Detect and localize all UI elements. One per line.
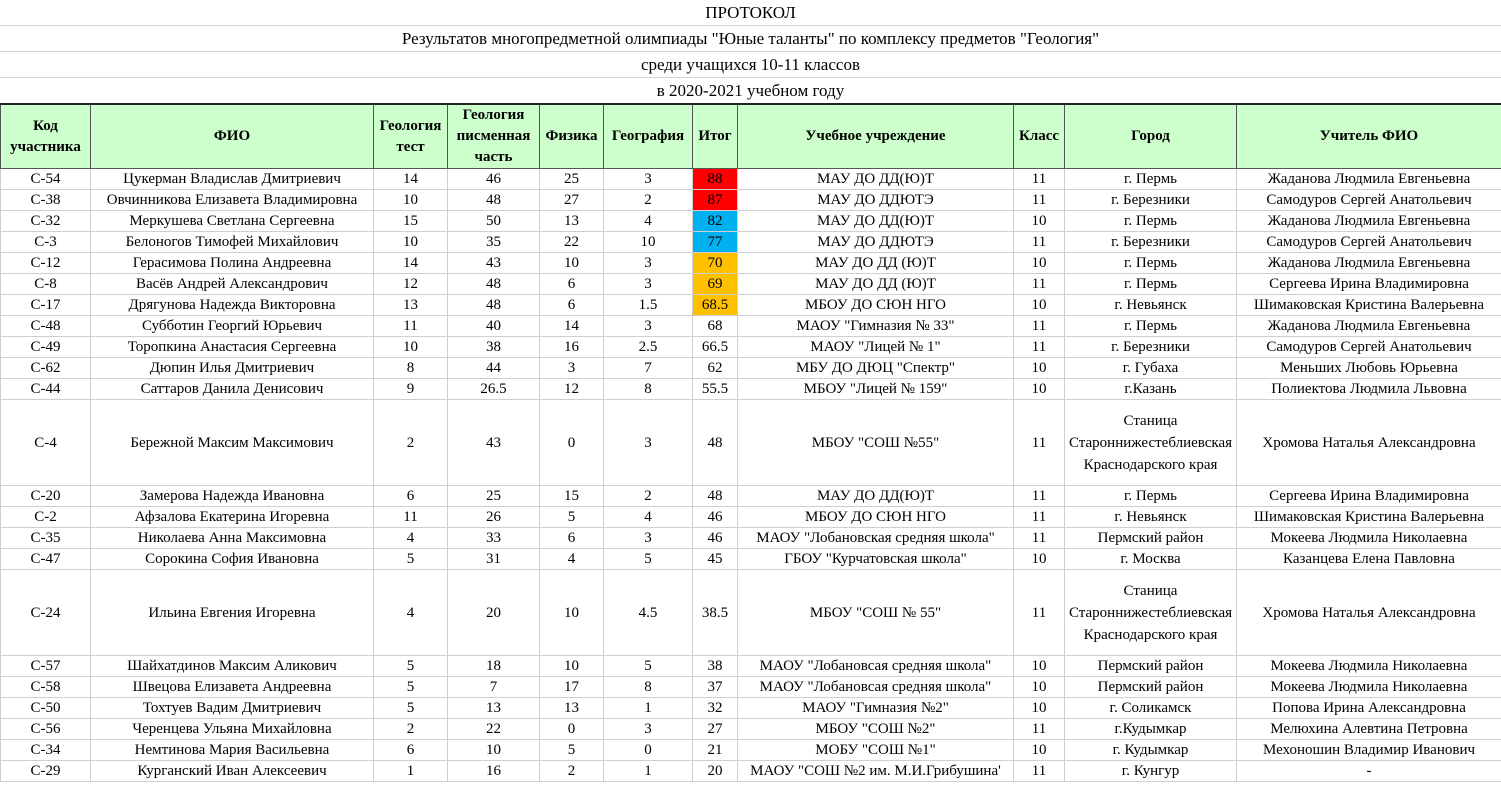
name-cell[interactable]: Герасимова Полина Андреевна (91, 253, 374, 274)
code-cell[interactable]: С-47 (1, 549, 91, 570)
geology-written-cell[interactable]: 26 (448, 507, 540, 528)
code-cell[interactable]: С-50 (1, 698, 91, 719)
name-cell[interactable]: Афзалова Екатерина Игоревна (91, 507, 374, 528)
geology-written-cell[interactable]: 25 (448, 486, 540, 507)
physics-cell[interactable]: 16 (540, 337, 604, 358)
physics-cell[interactable]: 4 (540, 549, 604, 570)
grade-cell[interactable]: 11 (1014, 316, 1065, 337)
geology-test-cell[interactable]: 10 (374, 232, 448, 253)
grade-cell[interactable]: 10 (1014, 656, 1065, 677)
geology-written-cell[interactable]: 40 (448, 316, 540, 337)
geology-written-cell[interactable]: 20 (448, 570, 540, 656)
city-cell[interactable]: г. Пермь (1065, 253, 1237, 274)
name-cell[interactable]: Сорокина София Ивановна (91, 549, 374, 570)
teacher-cell[interactable]: Жаданова Людмила Евгеньевна (1237, 253, 1501, 274)
geology-written-cell[interactable]: 46 (448, 169, 540, 190)
table-row (1, 740, 1501, 761)
table-row (1, 486, 1501, 507)
geology-written-cell[interactable]: 48 (448, 295, 540, 316)
table-row (1, 379, 1501, 400)
total-cell[interactable]: 62 (693, 358, 738, 379)
physics-cell[interactable]: 14 (540, 316, 604, 337)
geography-cell[interactable]: 4.5 (604, 570, 693, 656)
geology-test-cell[interactable]: 8 (374, 358, 448, 379)
teacher-cell[interactable]: Жаданова Людмила Евгеньевна (1237, 169, 1501, 190)
city-cell[interactable]: г. Пермь (1065, 274, 1237, 295)
geography-cell[interactable]: 3 (604, 169, 693, 190)
geology-written-cell[interactable]: 38 (448, 337, 540, 358)
total-cell[interactable]: 82 (693, 211, 738, 232)
grade-cell[interactable]: 10 (1014, 549, 1065, 570)
total-cell[interactable]: 48 (693, 486, 738, 507)
teacher-cell[interactable]: Мокеева Людмила Николаевна (1237, 528, 1501, 549)
table-row (1, 190, 1501, 211)
geology-written-cell[interactable]: 31 (448, 549, 540, 570)
city-cell[interactable]: г. Пермь (1065, 486, 1237, 507)
institution-cell[interactable]: МАУ ДО ДД (Ю)Т (738, 274, 1014, 295)
code-cell[interactable]: С-4 (1, 400, 91, 486)
city-cell[interactable]: г. Соликамск (1065, 698, 1237, 719)
physics-cell[interactable]: 5 (540, 507, 604, 528)
col-header-name[interactable]: ФИО (91, 104, 374, 169)
geology-test-cell[interactable]: 10 (374, 337, 448, 358)
grade-cell[interactable]: 11 (1014, 570, 1065, 656)
geology-written-cell[interactable]: 22 (448, 719, 540, 740)
code-cell[interactable]: С-58 (1, 677, 91, 698)
physics-cell[interactable]: 22 (540, 232, 604, 253)
code-cell[interactable]: С-54 (1, 169, 91, 190)
geography-cell[interactable]: 10 (604, 232, 693, 253)
table-row (1, 316, 1501, 337)
geology-test-cell[interactable]: 4 (374, 570, 448, 656)
institution-cell[interactable]: МАОУ "Лобановсая средняя школа" (738, 656, 1014, 677)
geography-cell[interactable]: 3 (604, 719, 693, 740)
table-row (1, 656, 1501, 677)
name-cell[interactable]: Саттаров Данила Денисович (91, 379, 374, 400)
institution-cell[interactable]: МБОУ "Лицей № 159" (738, 379, 1014, 400)
total-cell[interactable]: 38 (693, 656, 738, 677)
teacher-cell[interactable]: Хромова Наталья Александровна (1237, 570, 1501, 656)
institution-cell[interactable]: МАОУ "Лобановская средняя школа" (738, 528, 1014, 549)
grade-cell[interactable]: 11 (1014, 337, 1065, 358)
total-cell[interactable]: 46 (693, 507, 738, 528)
physics-cell[interactable]: 2 (540, 761, 604, 782)
geology-test-cell[interactable]: 6 (374, 740, 448, 761)
geology-test-cell[interactable]: 2 (374, 719, 448, 740)
physics-cell[interactable]: 10 (540, 253, 604, 274)
name-cell[interactable]: Черенцева Ульяна Михайловна (91, 719, 374, 740)
geology-written-cell[interactable]: 44 (448, 358, 540, 379)
grade-cell[interactable]: 10 (1014, 211, 1065, 232)
table-row (1, 677, 1501, 698)
code-cell[interactable]: С-3 (1, 232, 91, 253)
title-year: в 2020-2021 учебном году (656, 81, 845, 100)
teacher-cell[interactable]: Меньших Любовь Юрьевна (1237, 358, 1501, 379)
institution-cell[interactable]: МАУ ДО ДД (Ю)Т (738, 253, 1014, 274)
total-cell[interactable]: 87 (693, 190, 738, 211)
physics-cell[interactable]: 0 (540, 400, 604, 486)
institution-cell[interactable]: МАОУ "Лобановсая средняя школа" (738, 677, 1014, 698)
name-cell[interactable]: Цукерман Владислав Дмитриевич (91, 169, 374, 190)
table-row (1, 169, 1501, 190)
code-cell[interactable]: С-34 (1, 740, 91, 761)
teacher-cell[interactable]: Жаданова Людмила Евгеньевна (1237, 211, 1501, 232)
physics-cell[interactable]: 17 (540, 677, 604, 698)
physics-cell[interactable]: 10 (540, 656, 604, 677)
table-row (1, 253, 1501, 274)
geology-written-cell[interactable]: 26.5 (448, 379, 540, 400)
teacher-cell[interactable]: Мелюхина Алевтина Петровна (1237, 719, 1501, 740)
geology-test-cell[interactable]: 6 (374, 486, 448, 507)
code-cell[interactable]: С-12 (1, 253, 91, 274)
col-header-institution[interactable]: Учебное учреждение (738, 104, 1014, 169)
table-row (1, 761, 1501, 782)
city-cell[interactable]: г. Невьянск (1065, 295, 1237, 316)
geology-written-cell[interactable]: 43 (448, 253, 540, 274)
name-cell[interactable]: Немтинова Мария Васильевна (91, 740, 374, 761)
col-header-geology-test[interactable]: Геология тест (374, 104, 448, 169)
geology-test-cell[interactable]: 15 (374, 211, 448, 232)
col-header-code[interactable]: Код участника (1, 104, 91, 169)
geology-written-cell[interactable]: 10 (448, 740, 540, 761)
teacher-cell[interactable]: Попова Ирина Александровна (1237, 698, 1501, 719)
total-cell[interactable]: 21 (693, 740, 738, 761)
name-cell[interactable]: Дюпин Илья Дмитриевич (91, 358, 374, 379)
geology-test-cell[interactable]: 5 (374, 698, 448, 719)
col-header-total[interactable]: Итог (693, 104, 738, 169)
teacher-cell[interactable]: Самодуров Сергей Анатольевич (1237, 232, 1501, 253)
total-cell[interactable]: 70 (693, 253, 738, 274)
code-cell[interactable]: С-8 (1, 274, 91, 295)
geology-test-cell[interactable]: 10 (374, 190, 448, 211)
grade-cell[interactable]: 10 (1014, 677, 1065, 698)
teacher-cell[interactable]: Жаданова Людмила Евгеньевна (1237, 316, 1501, 337)
grade-cell[interactable]: 11 (1014, 232, 1065, 253)
geography-cell[interactable]: 8 (604, 379, 693, 400)
geology-written-cell[interactable]: 16 (448, 761, 540, 782)
geography-cell[interactable]: 5 (604, 549, 693, 570)
name-cell[interactable]: Белоногов Тимофей Михайлович (91, 232, 374, 253)
grade-cell[interactable]: 11 (1014, 274, 1065, 295)
grade-cell[interactable]: 10 (1014, 253, 1065, 274)
name-cell[interactable]: Бережной Максим Максимович (91, 400, 374, 486)
teacher-cell[interactable]: Казанцева Елена Павловна (1237, 549, 1501, 570)
institution-cell[interactable]: МОБУ "СОШ №1" (738, 740, 1014, 761)
code-cell[interactable]: С-57 (1, 656, 91, 677)
city-cell[interactable]: Станица Староннижестеблиевская Краснодарского края (1065, 570, 1237, 656)
institution-cell[interactable]: МБОУ "СОШ № 55" (738, 570, 1014, 656)
name-cell[interactable]: Курганский Иван Алексеевич (91, 761, 374, 782)
institution-cell[interactable]: МБОУ "СОШ №55" (738, 400, 1014, 486)
physics-cell[interactable]: 10 (540, 570, 604, 656)
teacher-cell[interactable]: Мокеева Людмила Николаевна (1237, 656, 1501, 677)
geology-written-cell[interactable]: 7 (448, 677, 540, 698)
total-cell[interactable]: 68 (693, 316, 738, 337)
grade-cell[interactable]: 10 (1014, 358, 1065, 379)
total-cell[interactable]: 20 (693, 761, 738, 782)
physics-cell[interactable]: 6 (540, 274, 604, 295)
physics-cell[interactable]: 27 (540, 190, 604, 211)
geography-cell[interactable]: 2.5 (604, 337, 693, 358)
teacher-cell[interactable]: Самодуров Сергей Анатольевич (1237, 190, 1501, 211)
geology-test-cell[interactable]: 14 (374, 253, 448, 274)
col-header-city[interactable]: Город (1065, 104, 1237, 169)
name-cell[interactable]: Замерова Надежда Ивановна (91, 486, 374, 507)
table-row (1, 570, 1501, 656)
city-cell[interactable]: г. Березники (1065, 337, 1237, 358)
total-cell[interactable]: 68.5 (693, 295, 738, 316)
geography-cell[interactable]: 8 (604, 677, 693, 698)
geography-cell[interactable]: 3 (604, 528, 693, 549)
name-cell[interactable]: Николаева Анна Максимовна (91, 528, 374, 549)
physics-cell[interactable]: 13 (540, 211, 604, 232)
city-cell[interactable]: г. Березники (1065, 190, 1237, 211)
table-row (1, 295, 1501, 316)
geology-test-cell[interactable]: 5 (374, 656, 448, 677)
grade-cell[interactable]: 10 (1014, 379, 1065, 400)
city-cell[interactable]: г. Пермь (1065, 169, 1237, 190)
geography-cell[interactable]: 3 (604, 253, 693, 274)
table-row (1, 337, 1501, 358)
name-cell[interactable]: Швецова Елизавета Андреевна (91, 677, 374, 698)
city-cell[interactable]: г. Губаха (1065, 358, 1237, 379)
geology-written-cell[interactable]: 18 (448, 656, 540, 677)
teacher-cell[interactable]: Мехоношин Владимир Иванович (1237, 740, 1501, 761)
physics-cell[interactable]: 25 (540, 169, 604, 190)
geography-cell[interactable]: 3 (604, 400, 693, 486)
institution-cell[interactable]: МАУ ДО ДД(Ю)Т (738, 486, 1014, 507)
name-cell[interactable]: Дрягунова Надежда Викторовна (91, 295, 374, 316)
grade-cell[interactable]: 11 (1014, 486, 1065, 507)
table-row (1, 211, 1501, 232)
city-cell[interactable]: Пермский район (1065, 656, 1237, 677)
city-cell[interactable]: Станица Староннижестеблиевская Краснодарского края (1065, 400, 1237, 486)
institution-cell[interactable]: МАОУ "Гимназия №2" (738, 698, 1014, 719)
geography-cell[interactable]: 7 (604, 358, 693, 379)
name-cell[interactable]: Ильина Евгения Игоревна (91, 570, 374, 656)
code-cell[interactable]: С-24 (1, 570, 91, 656)
city-cell[interactable]: г. Пермь (1065, 211, 1237, 232)
geology-written-cell[interactable]: 35 (448, 232, 540, 253)
geology-test-cell[interactable]: 2 (374, 400, 448, 486)
grade-cell[interactable]: 11 (1014, 169, 1065, 190)
protocol-header (0, 0, 1501, 103)
institution-cell[interactable]: МАОУ "СОШ №2 им. М.И.Грибушина' (738, 761, 1014, 782)
city-cell[interactable]: г. Невьянск (1065, 507, 1237, 528)
city-cell[interactable]: г. Пермь (1065, 316, 1237, 337)
geology-test-cell[interactable]: 9 (374, 379, 448, 400)
geography-cell[interactable]: 1 (604, 698, 693, 719)
table-row (1, 719, 1501, 740)
total-cell[interactable]: 37 (693, 677, 738, 698)
teacher-cell[interactable]: Сергеева Ирина Владимировна (1237, 486, 1501, 507)
geography-cell[interactable]: 4 (604, 507, 693, 528)
physics-cell[interactable]: 3 (540, 358, 604, 379)
header-row (1, 104, 1501, 169)
geology-test-cell[interactable]: 1 (374, 761, 448, 782)
col-header-teacher[interactable]: Учитель ФИО (1237, 104, 1501, 169)
institution-cell[interactable]: МБОУ ДО СЮН НГО (738, 295, 1014, 316)
total-cell[interactable]: 48 (693, 400, 738, 486)
table-body (1, 169, 1501, 782)
physics-cell[interactable]: 13 (540, 698, 604, 719)
institution-cell[interactable]: МАУ ДО ДДЮТЭ (738, 232, 1014, 253)
geography-cell[interactable]: 1 (604, 761, 693, 782)
physics-cell[interactable]: 15 (540, 486, 604, 507)
table-row (1, 232, 1501, 253)
total-cell[interactable]: 66.5 (693, 337, 738, 358)
results-table (0, 103, 1501, 782)
grade-cell[interactable]: 10 (1014, 698, 1065, 719)
title-students: среди учащихся 10-11 классов (0, 52, 1501, 78)
code-cell[interactable]: С-38 (1, 190, 91, 211)
geology-written-cell[interactable]: 48 (448, 274, 540, 295)
name-cell[interactable]: Субботин Георгий Юрьевич (91, 316, 374, 337)
institution-cell[interactable]: МАУ ДО ДД(Ю)Т (738, 169, 1014, 190)
geography-cell[interactable]: 1.5 (604, 295, 693, 316)
institution-cell[interactable]: МБОУ "СОШ №2" (738, 719, 1014, 740)
geology-written-cell[interactable]: 43 (448, 400, 540, 486)
col-header-geography[interactable]: География (604, 104, 693, 169)
geography-cell[interactable]: 4 (604, 211, 693, 232)
total-cell[interactable]: 45 (693, 549, 738, 570)
geography-cell[interactable]: 2 (604, 486, 693, 507)
geology-written-cell[interactable]: 48 (448, 190, 540, 211)
teacher-cell[interactable]: Хромова Наталья Александровна (1237, 400, 1501, 486)
code-cell[interactable]: С-29 (1, 761, 91, 782)
table-row (1, 528, 1501, 549)
name-cell[interactable]: Тохтуев Вадим Дмитриевич (91, 698, 374, 719)
col-header-grade[interactable]: Класс (1014, 104, 1065, 169)
table-row (1, 549, 1501, 570)
geography-cell[interactable]: 3 (604, 274, 693, 295)
table-row (1, 507, 1501, 528)
city-cell[interactable]: г. Кунгур (1065, 761, 1237, 782)
geography-cell[interactable]: 2 (604, 190, 693, 211)
teacher-cell[interactable]: Полиектова Людмила Львовна (1237, 379, 1501, 400)
grade-cell[interactable]: 11 (1014, 507, 1065, 528)
city-cell[interactable]: г. Москва (1065, 549, 1237, 570)
geology-written-cell[interactable]: 50 (448, 211, 540, 232)
code-cell[interactable]: С-62 (1, 358, 91, 379)
table-row (1, 400, 1501, 486)
city-cell[interactable]: Пермский район (1065, 677, 1237, 698)
code-cell[interactable]: С-56 (1, 719, 91, 740)
institution-cell[interactable]: МБОУ ДО СЮН НГО (738, 507, 1014, 528)
table-row (1, 274, 1501, 295)
geology-written-cell[interactable]: 13 (448, 698, 540, 719)
code-cell[interactable]: С-48 (1, 316, 91, 337)
name-cell[interactable]: Овчинникова Елизавета Владимировна (91, 190, 374, 211)
grade-cell[interactable]: 11 (1014, 761, 1065, 782)
title-protocol: ПРОТОКОЛ (0, 0, 1501, 26)
geology-test-cell[interactable]: 4 (374, 528, 448, 549)
total-cell[interactable]: 27 (693, 719, 738, 740)
physics-cell[interactable]: 6 (540, 295, 604, 316)
institution-cell[interactable]: МАУ ДО ДДЮТЭ (738, 190, 1014, 211)
physics-cell[interactable]: 12 (540, 379, 604, 400)
grade-cell[interactable]: 11 (1014, 528, 1065, 549)
col-header-geology-written[interactable]: Геология писменная часть (448, 104, 540, 169)
grade-cell[interactable]: 11 (1014, 719, 1065, 740)
institution-cell[interactable]: ГБОУ "Курчатовская школа" (738, 549, 1014, 570)
geology-test-cell[interactable]: 5 (374, 677, 448, 698)
code-cell[interactable]: С-17 (1, 295, 91, 316)
institution-cell[interactable]: МАОУ "Гимназия № 33" (738, 316, 1014, 337)
total-cell[interactable]: 69 (693, 274, 738, 295)
grade-cell[interactable]: 11 (1014, 190, 1065, 211)
code-cell[interactable]: С-49 (1, 337, 91, 358)
geography-cell[interactable]: 3 (604, 316, 693, 337)
institution-cell[interactable]: МАУ ДО ДД(Ю)Т (738, 211, 1014, 232)
city-cell[interactable]: г.Казань (1065, 379, 1237, 400)
teacher-cell[interactable]: - (1237, 761, 1501, 782)
grade-cell[interactable]: 10 (1014, 295, 1065, 316)
total-cell[interactable]: 38.5 (693, 570, 738, 656)
geology-test-cell[interactable]: 13 (374, 295, 448, 316)
geology-test-cell[interactable]: 11 (374, 507, 448, 528)
city-cell[interactable]: г.Кудымкар (1065, 719, 1237, 740)
institution-cell[interactable]: МАОУ "Лицей № 1" (738, 337, 1014, 358)
table-row (1, 358, 1501, 379)
title-olympiad: Результатов многопредметной олимпиады "Юные таланты" по комплексу предметов "Геология" (0, 26, 1501, 52)
teacher-cell[interactable]: Шимаковская Кристина Валерьевна (1237, 295, 1501, 316)
city-cell[interactable]: г. Березники (1065, 232, 1237, 253)
physics-cell[interactable]: 5 (540, 740, 604, 761)
geography-cell[interactable]: 0 (604, 740, 693, 761)
physics-cell[interactable]: 6 (540, 528, 604, 549)
name-cell[interactable]: Шайхатдинов Максим Аликович (91, 656, 374, 677)
total-cell[interactable]: 55.5 (693, 379, 738, 400)
name-cell[interactable]: Торопкина Анастасия Сергеевна (91, 337, 374, 358)
geology-test-cell[interactable]: 5 (374, 549, 448, 570)
teacher-cell[interactable]: Самодуров Сергей Анатольевич (1237, 337, 1501, 358)
col-header-physics[interactable]: Физика (540, 104, 604, 169)
geography-cell[interactable]: 5 (604, 656, 693, 677)
geology-test-cell[interactable]: 14 (374, 169, 448, 190)
geology-written-cell[interactable]: 33 (448, 528, 540, 549)
teacher-cell[interactable]: Шимаковская Кристина Валерьевна (1237, 507, 1501, 528)
geology-test-cell[interactable]: 11 (374, 316, 448, 337)
city-cell[interactable]: г. Кудымкар (1065, 740, 1237, 761)
code-cell[interactable]: С-2 (1, 507, 91, 528)
total-cell[interactable]: 88 (693, 169, 738, 190)
code-cell[interactable]: С-44 (1, 379, 91, 400)
teacher-cell[interactable]: Мокеева Людмила Николаевна (1237, 677, 1501, 698)
total-cell[interactable]: 77 (693, 232, 738, 253)
table-row (1, 698, 1501, 719)
institution-cell[interactable]: МБУ ДО ДЮЦ "Спектр" (738, 358, 1014, 379)
grade-cell[interactable]: 10 (1014, 740, 1065, 761)
city-cell[interactable]: Пермский район (1065, 528, 1237, 549)
geology-test-cell[interactable]: 12 (374, 274, 448, 295)
total-cell[interactable]: 32 (693, 698, 738, 719)
code-cell[interactable]: С-32 (1, 211, 91, 232)
name-cell[interactable]: Васёв Андрей Александрович (91, 274, 374, 295)
total-cell[interactable]: 46 (693, 528, 738, 549)
code-cell[interactable]: С-20 (1, 486, 91, 507)
teacher-cell[interactable]: Сергеева Ирина Владимировна (1237, 274, 1501, 295)
grade-cell[interactable]: 11 (1014, 400, 1065, 486)
physics-cell[interactable]: 0 (540, 719, 604, 740)
name-cell[interactable]: Меркушева Светлана Сергеевна (91, 211, 374, 232)
code-cell[interactable]: С-35 (1, 528, 91, 549)
